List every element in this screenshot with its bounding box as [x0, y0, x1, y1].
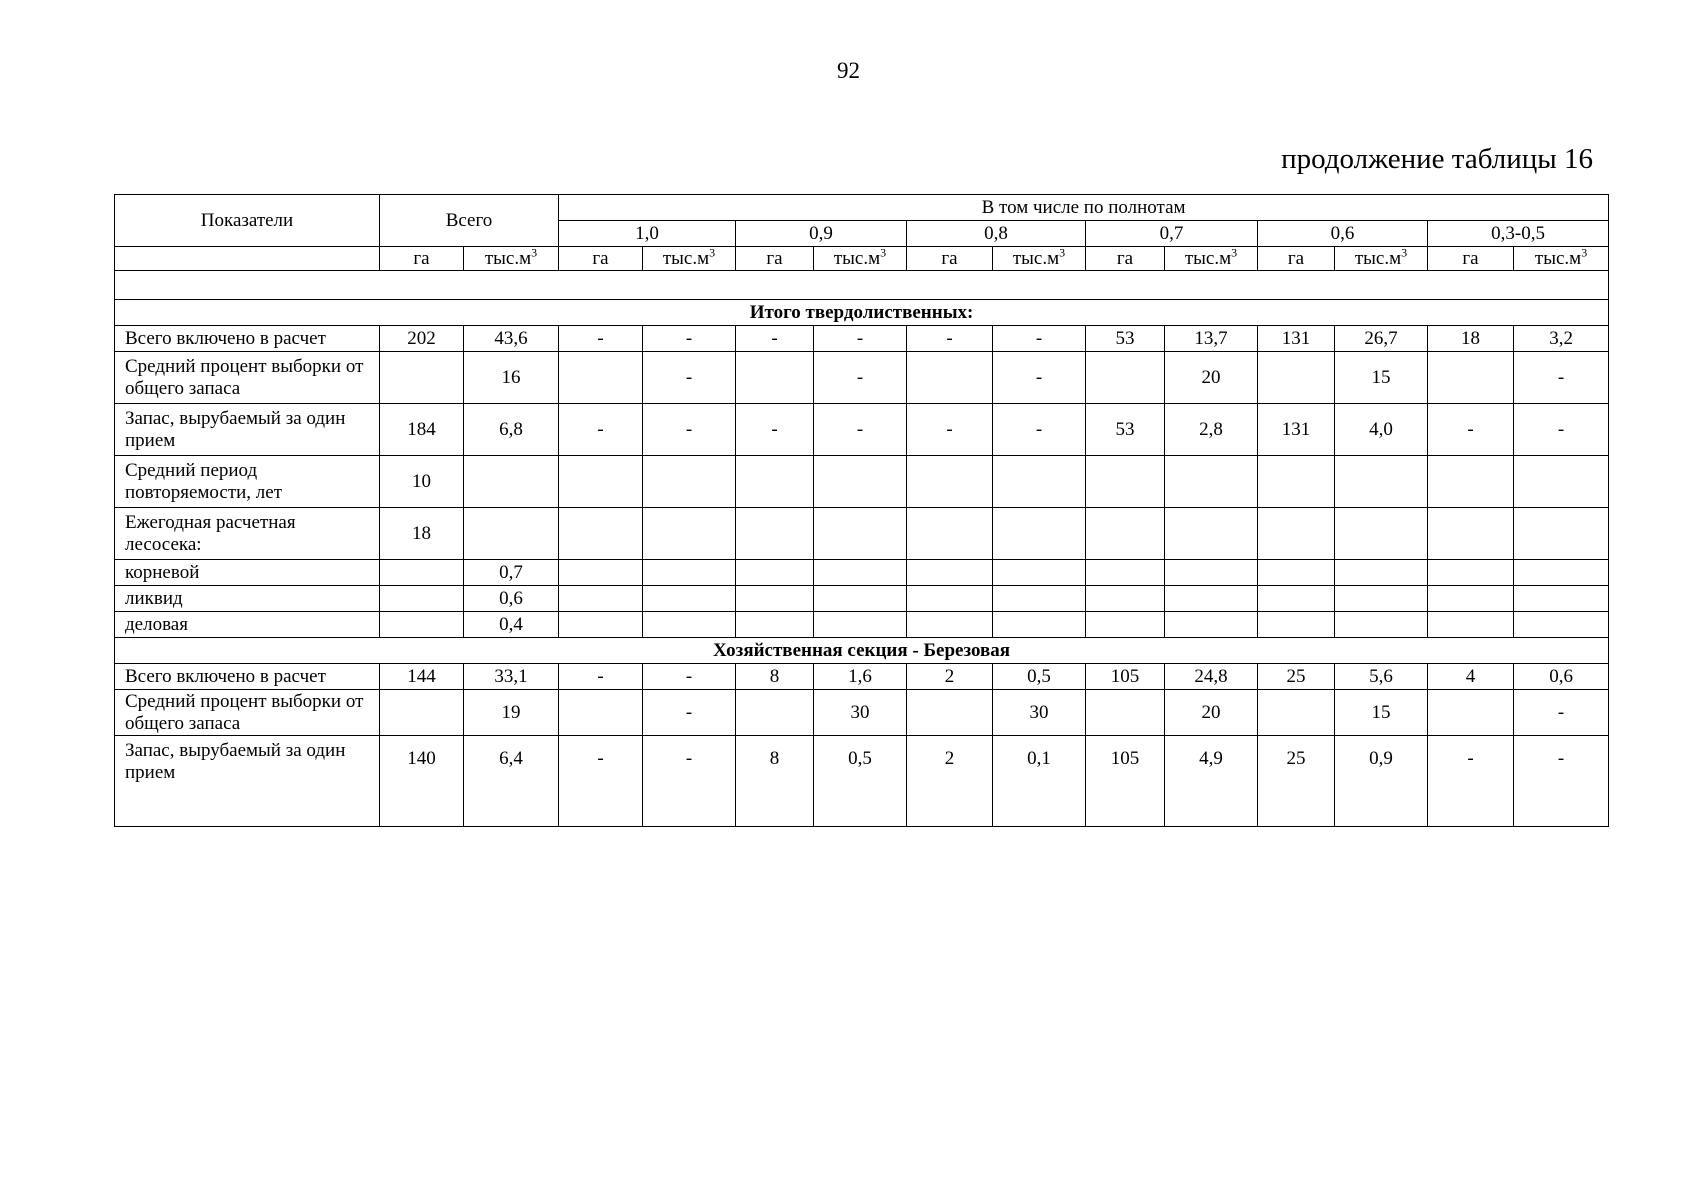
table-cell — [1258, 456, 1335, 508]
header-unit-volume: $тыс.м^3$ — [1165, 247, 1258, 271]
table-row — [115, 352, 1609, 404]
table-cell — [736, 508, 814, 560]
header-unit-volume: $тыс.м^3$ — [993, 247, 1086, 271]
table-cell: 202 — [380, 326, 464, 352]
table-cell: 30 — [993, 690, 1086, 736]
table-cell — [736, 560, 814, 586]
table-cell — [1086, 456, 1165, 508]
table-cell: 3,2 — [1514, 326, 1609, 352]
table-cell: 2 — [907, 736, 993, 827]
spacer-row — [115, 271, 1609, 300]
table-cell: 0,6 — [464, 586, 559, 612]
table-row — [115, 508, 1609, 560]
table-cell — [736, 690, 814, 736]
table-cell: - — [907, 326, 993, 352]
table-cell: - — [643, 736, 736, 827]
table-cell — [559, 690, 643, 736]
table-cell: 53 — [1086, 404, 1165, 456]
row-label: Средний период повторяемости, лет — [115, 456, 380, 508]
table-cell: - — [643, 664, 736, 690]
forestry-table — [114, 194, 1609, 827]
table-cell — [1258, 352, 1335, 404]
table-cell — [993, 612, 1086, 638]
table-cell — [380, 690, 464, 736]
table-cell — [559, 560, 643, 586]
table-cell — [559, 508, 643, 560]
table-cell: 20 — [1165, 352, 1258, 404]
table-cell — [1514, 586, 1609, 612]
table-cell: 18 — [380, 508, 464, 560]
table-cell: - — [814, 326, 907, 352]
table-cell: 105 — [1086, 736, 1165, 827]
table-cell: 8 — [736, 736, 814, 827]
section-title: Итого твердолиственных: — [115, 300, 1609, 326]
table-cell — [1335, 456, 1428, 508]
table-cell: 184 — [380, 404, 464, 456]
table-row — [115, 690, 1609, 736]
header-unit-ha: га — [1428, 247, 1514, 271]
table-cell — [907, 612, 993, 638]
header-unit-ha: га — [1086, 247, 1165, 271]
table-row — [115, 736, 1609, 827]
table-cell — [1514, 508, 1609, 560]
table-cell — [559, 352, 643, 404]
header-units-row — [115, 247, 1609, 271]
table-cell — [814, 560, 907, 586]
table-cell — [907, 690, 993, 736]
table-cell — [1165, 612, 1258, 638]
table-cell — [1428, 612, 1514, 638]
table-cell: - — [1428, 404, 1514, 456]
table-cell — [643, 586, 736, 612]
table-header — [115, 195, 1609, 271]
table-cell: 131 — [1258, 404, 1335, 456]
header-unit-volume: $тыс.м^3$ — [643, 247, 736, 271]
row-label: корневой — [115, 560, 380, 586]
table-cell — [1428, 508, 1514, 560]
table-cell — [814, 612, 907, 638]
table-cell: - — [1428, 736, 1514, 827]
table-cell — [559, 456, 643, 508]
table-cell: - — [559, 736, 643, 827]
table-cell: - — [559, 664, 643, 690]
row-label: Запас, вырубаемый за один прием — [115, 404, 380, 456]
spacer-cell — [115, 271, 1609, 300]
header-density: 1,0 — [559, 221, 736, 247]
table-cell — [559, 586, 643, 612]
table-cell: 18 — [1428, 326, 1514, 352]
table-cell: 26,7 — [1335, 326, 1428, 352]
table-cell: 19 — [464, 690, 559, 736]
table-cell — [1086, 352, 1165, 404]
header-empty-cell — [115, 247, 380, 271]
table-body — [115, 271, 1609, 827]
row-label: ликвид — [115, 586, 380, 612]
table-cell — [993, 586, 1086, 612]
table-cell: - — [643, 690, 736, 736]
table-cell — [1165, 508, 1258, 560]
table-cell — [643, 508, 736, 560]
header-unit-ha: га — [380, 247, 464, 271]
table-cell — [1428, 690, 1514, 736]
table-row — [115, 612, 1609, 638]
header-total: Всего — [380, 195, 559, 247]
row-label: Средний процент выборки от общего запаса — [115, 690, 380, 736]
table-cell — [907, 456, 993, 508]
header-unit-volume: $тыс.м^3$ — [814, 247, 907, 271]
table-cell — [380, 586, 464, 612]
table-cell: 1,6 — [814, 664, 907, 690]
table-cell: 6,8 — [464, 404, 559, 456]
table-cell: 0,5 — [993, 664, 1086, 690]
table-cell — [1086, 560, 1165, 586]
table-cell — [1165, 586, 1258, 612]
section-title: Хозяйственная секция - Березовая — [115, 638, 1609, 664]
header-by-density: В том числе по полнотам — [559, 195, 1609, 221]
table-cell — [814, 456, 907, 508]
table-cell — [736, 456, 814, 508]
table-cell — [907, 586, 993, 612]
table-cell — [1258, 586, 1335, 612]
table-cell: 131 — [1258, 326, 1335, 352]
table-cell: - — [736, 326, 814, 352]
table-cell: - — [1514, 736, 1609, 827]
table-cell: - — [559, 326, 643, 352]
table-cell: 5,6 — [1335, 664, 1428, 690]
section-row — [115, 638, 1609, 664]
table-cell: - — [993, 404, 1086, 456]
header-density: 0,9 — [736, 221, 907, 247]
table-cell: - — [643, 326, 736, 352]
table-cell: - — [907, 404, 993, 456]
table-cell: 10 — [380, 456, 464, 508]
table-cell: - — [814, 404, 907, 456]
table-row — [115, 326, 1609, 352]
table-cell — [993, 456, 1086, 508]
table-cell: 16 — [464, 352, 559, 404]
table-cell — [1514, 560, 1609, 586]
row-label: деловая — [115, 612, 380, 638]
table-cell: 25 — [1258, 664, 1335, 690]
table-cell: - — [643, 404, 736, 456]
table-cell — [814, 586, 907, 612]
table-cell: 105 — [1086, 664, 1165, 690]
table-cell: 0,7 — [464, 560, 559, 586]
table-cell — [1335, 508, 1428, 560]
header-unit-volume: $тыс.м^3$ — [1335, 247, 1428, 271]
table-row — [115, 456, 1609, 508]
table-cell: 15 — [1335, 352, 1428, 404]
table-cell — [1335, 560, 1428, 586]
header-density: 0,6 — [1258, 221, 1428, 247]
header-indicators: Показатели — [115, 195, 380, 247]
table-cell: 0,4 — [464, 612, 559, 638]
row-label: Всего включено в расчет — [115, 664, 380, 690]
row-label: Ежегодная расчетная лесосека: — [115, 508, 380, 560]
table-cell — [1086, 586, 1165, 612]
table-cell: - — [1514, 404, 1609, 456]
table-cell: 144 — [380, 664, 464, 690]
table-continuation-title: продолжение таблицы 16 — [1281, 143, 1593, 175]
table-cell: 24,8 — [1165, 664, 1258, 690]
table-cell — [1335, 586, 1428, 612]
table-row — [115, 560, 1609, 586]
table-cell — [907, 352, 993, 404]
table-row — [115, 586, 1609, 612]
table-cell: 2,8 — [1165, 404, 1258, 456]
table-cell: 0,5 — [814, 736, 907, 827]
table-cell — [1086, 508, 1165, 560]
section-row — [115, 300, 1609, 326]
header-unit-ha: га — [1258, 247, 1335, 271]
table-cell — [736, 612, 814, 638]
table-cell — [464, 456, 559, 508]
table-cell: 0,9 — [1335, 736, 1428, 827]
table-cell — [559, 612, 643, 638]
table-cell — [993, 560, 1086, 586]
table-cell — [1165, 560, 1258, 586]
table-cell: - — [559, 404, 643, 456]
table-cell: 13,7 — [1165, 326, 1258, 352]
table-cell — [1258, 612, 1335, 638]
table-cell — [1086, 612, 1165, 638]
table-cell — [1514, 456, 1609, 508]
table-cell — [1428, 586, 1514, 612]
table-cell — [643, 612, 736, 638]
table-cell — [1514, 612, 1609, 638]
table-cell: 30 — [814, 690, 907, 736]
table-cell — [380, 352, 464, 404]
table-cell — [643, 560, 736, 586]
table-cell — [643, 456, 736, 508]
table-cell: - — [736, 404, 814, 456]
header-density: 0,7 — [1086, 221, 1258, 247]
table-cell: - — [814, 352, 907, 404]
table-cell — [1086, 690, 1165, 736]
header-unit-ha: га — [736, 247, 814, 271]
header-density: 0,3-0,5 — [1428, 221, 1609, 247]
header-unit-ha: га — [907, 247, 993, 271]
table-cell: 6,4 — [464, 736, 559, 827]
table-cell — [1335, 612, 1428, 638]
header-density: 0,8 — [907, 221, 1086, 247]
table-cell — [1165, 456, 1258, 508]
table-cell — [736, 586, 814, 612]
table-cell — [814, 508, 907, 560]
table-cell: 0,1 — [993, 736, 1086, 827]
row-label: Средний процент выборки от общего запаса — [115, 352, 380, 404]
table-cell: 8 — [736, 664, 814, 690]
table-cell: 15 — [1335, 690, 1428, 736]
table-cell: 53 — [1086, 326, 1165, 352]
row-label: Всего включено в расчет — [115, 326, 380, 352]
table-cell: 4,0 — [1335, 404, 1428, 456]
row-label: Запас, вырубаемый за один прием — [115, 736, 380, 827]
table-cell: - — [1514, 352, 1609, 404]
table-cell — [464, 508, 559, 560]
page-number: 92 — [837, 58, 860, 83]
table-cell — [380, 560, 464, 586]
table-cell — [736, 352, 814, 404]
table-cell: 20 — [1165, 690, 1258, 736]
header-unit-volume: $тыс.м^3$ — [1514, 247, 1609, 271]
table-cell: - — [993, 352, 1086, 404]
table-cell — [1428, 456, 1514, 508]
table-cell — [1258, 690, 1335, 736]
table-cell — [907, 508, 993, 560]
table-cell: 4,9 — [1165, 736, 1258, 827]
table-cell: - — [1514, 690, 1609, 736]
table-cell: 25 — [1258, 736, 1335, 827]
table-cell — [1428, 560, 1514, 586]
table-cell: 140 — [380, 736, 464, 827]
table-cell — [1428, 352, 1514, 404]
table-row — [115, 664, 1609, 690]
table-cell: - — [643, 352, 736, 404]
table-cell — [1258, 560, 1335, 586]
table-cell — [993, 508, 1086, 560]
table-cell — [907, 560, 993, 586]
table-cell: 4 — [1428, 664, 1514, 690]
header-unit-ha: га — [559, 247, 643, 271]
table-cell: 43,6 — [464, 326, 559, 352]
table-cell: 2 — [907, 664, 993, 690]
table-row — [115, 404, 1609, 456]
table-cell — [380, 612, 464, 638]
table-cell: 0,6 — [1514, 664, 1609, 690]
header-unit-volume: $тыс.м^3$ — [464, 247, 559, 271]
table-cell — [1258, 508, 1335, 560]
table-cell: - — [993, 326, 1086, 352]
table-cell: 33,1 — [464, 664, 559, 690]
